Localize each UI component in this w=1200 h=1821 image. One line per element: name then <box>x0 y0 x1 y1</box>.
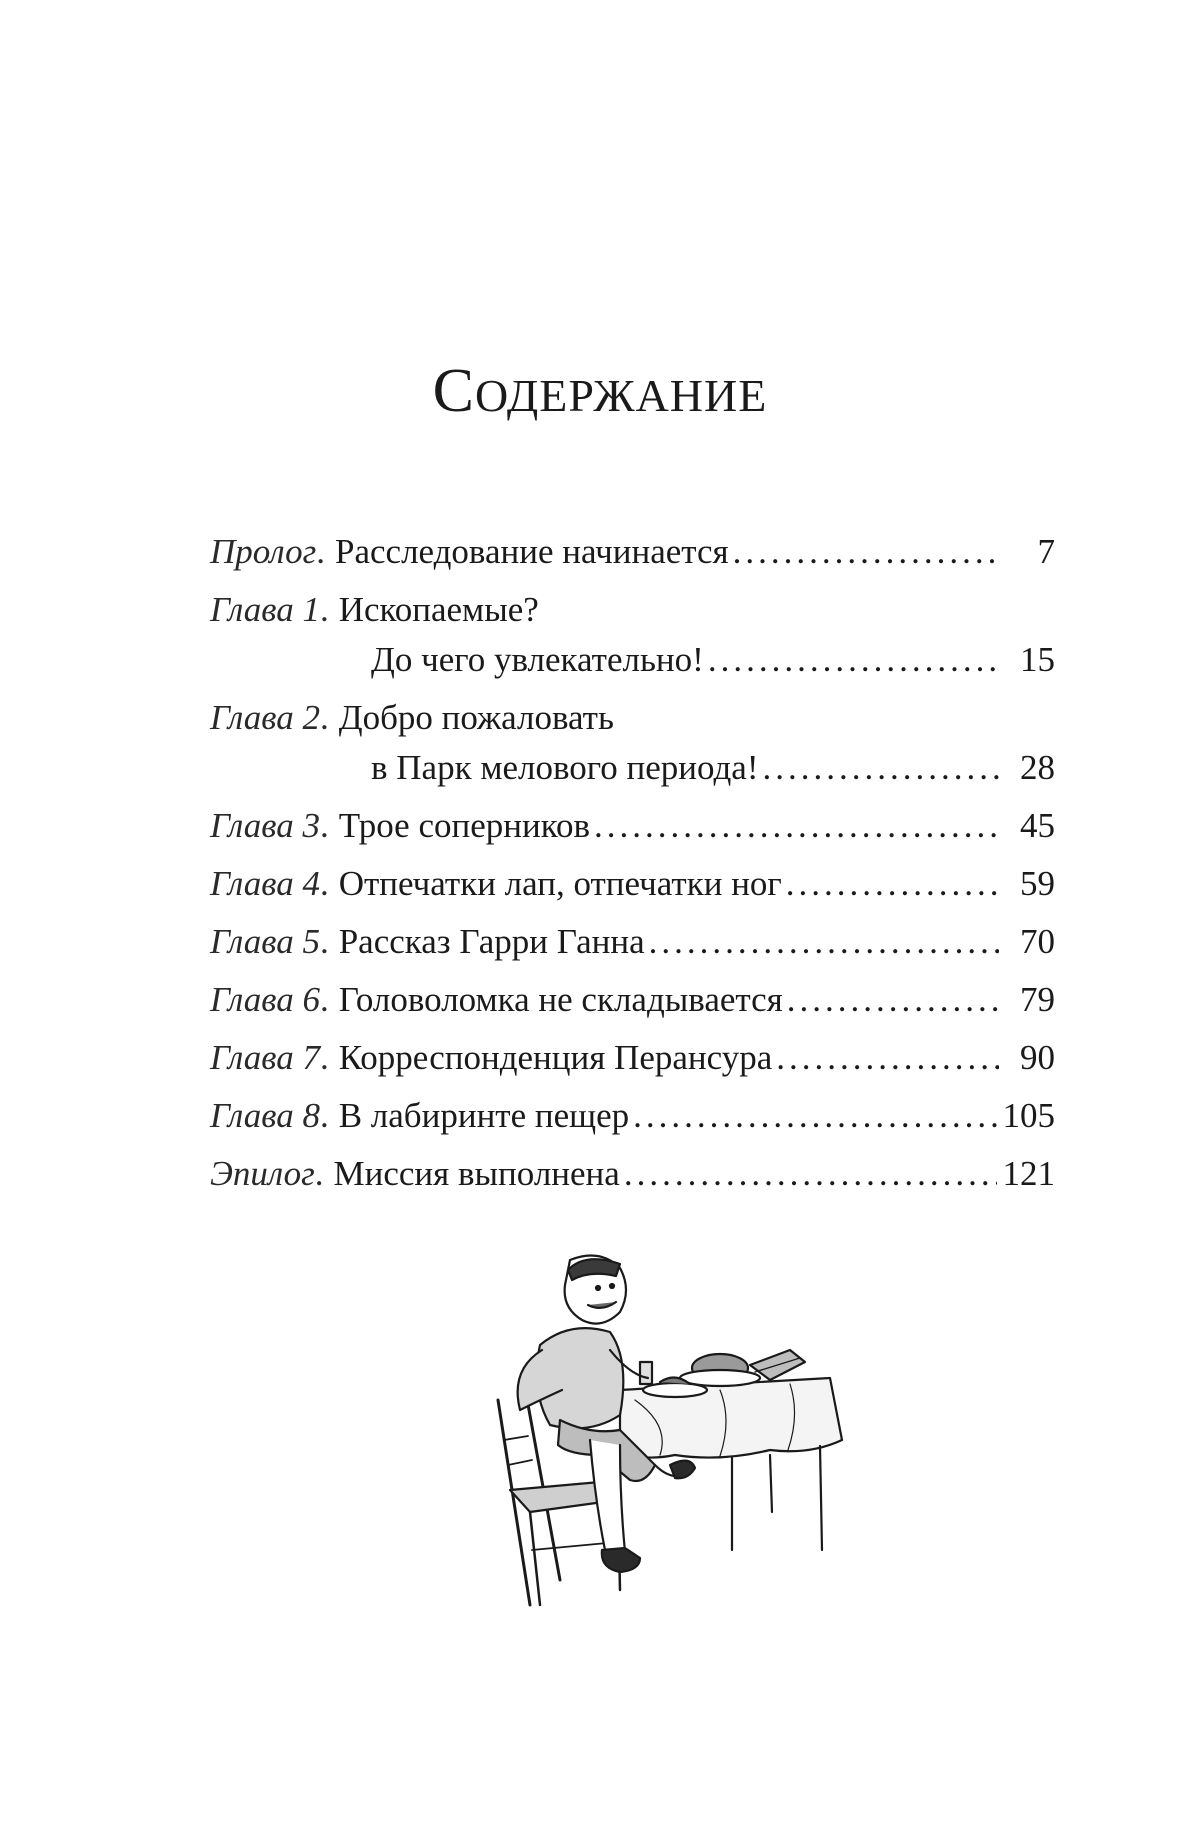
toc-entry-label: Глава 8. <box>210 1096 329 1135</box>
toc-entry-title-cont: в Парк мелового периода! <box>371 748 759 787</box>
toc-entry-label: Глава 4. <box>210 864 329 903</box>
toc-page-number: 15 <box>1020 640 1055 679</box>
dot-leader <box>786 859 999 909</box>
dot-leader <box>633 1091 996 1141</box>
dot-leader <box>624 1149 997 1199</box>
toc-entry-title: Корреспонденция Перансура <box>338 1038 773 1077</box>
toc-entry[interactable] <box>210 917 1055 975</box>
toc-entry[interactable] <box>210 975 1055 1033</box>
toc-entry-label: Эпилог. <box>210 1154 324 1193</box>
toc-page-number: 121 <box>1002 1154 1055 1193</box>
toc-entry-title-cont: До чего увлекательно! <box>371 640 704 679</box>
toc-entry-title: Миссия выполнена <box>333 1154 620 1193</box>
toc-entry[interactable] <box>210 1033 1055 1091</box>
toc-entry-title: Головоломка не складывается <box>338 980 783 1019</box>
page-title <box>0 356 1200 427</box>
toc-entry-title: Отпечатки лап, отпечатки ног <box>338 864 782 903</box>
toc-page-number: 59 <box>1020 864 1055 903</box>
toc-entry-label: Глава 1. <box>210 590 329 629</box>
toc-page-number: 70 <box>1020 922 1055 961</box>
toc-page-number: 45 <box>1020 806 1055 845</box>
dot-leader <box>708 635 999 685</box>
toc-entry[interactable] <box>210 585 1055 693</box>
toc-entry-label: Глава 3. <box>210 806 329 845</box>
toc-entry[interactable] <box>210 693 1055 801</box>
toc-entry-label: Пролог. <box>210 532 325 571</box>
toc-page-number: 105 <box>1002 1096 1055 1135</box>
toc-page-number: 90 <box>1020 1038 1055 1077</box>
toc-page-number: 7 <box>1037 532 1055 571</box>
dot-leader <box>649 917 999 967</box>
toc-entry-title: Трое соперников <box>338 806 590 845</box>
toc-entry-title: Добро пожаловать <box>338 698 614 737</box>
toc-entry-title: Ископаемые? <box>338 590 539 629</box>
dot-leader <box>733 527 999 577</box>
toc-entry-title: Рассказ Гарри Ганна <box>338 922 645 961</box>
toc-entry-label: Глава 2. <box>210 698 329 737</box>
toc-entry[interactable] <box>210 1149 1055 1207</box>
toc-entry[interactable] <box>210 527 1055 585</box>
dot-leader <box>763 743 1000 793</box>
dot-leader <box>776 1033 999 1083</box>
toc-entry-title: Расследование начинается <box>335 532 729 571</box>
toc-entry-label: Глава 6. <box>210 980 329 1019</box>
dot-leader <box>787 975 999 1025</box>
toc-entry[interactable] <box>210 859 1055 917</box>
table-of-contents <box>210 527 1055 1207</box>
title-rest: ОДЕРЖАНИЕ <box>475 370 768 421</box>
toc-page-number: 28 <box>1020 748 1055 787</box>
toc-entry-label: Глава 5. <box>210 922 329 961</box>
toc-entry-title: В лабиринте пещер <box>338 1096 630 1135</box>
title-first-letter: С <box>432 357 475 425</box>
toc-entry[interactable] <box>210 1091 1055 1149</box>
dot-leader <box>594 801 999 851</box>
toc-page-number: 79 <box>1020 980 1055 1019</box>
man-at-table-illustration <box>470 1250 850 1620</box>
toc-entry-label: Глава 7. <box>210 1038 329 1077</box>
toc-entry[interactable] <box>210 801 1055 859</box>
